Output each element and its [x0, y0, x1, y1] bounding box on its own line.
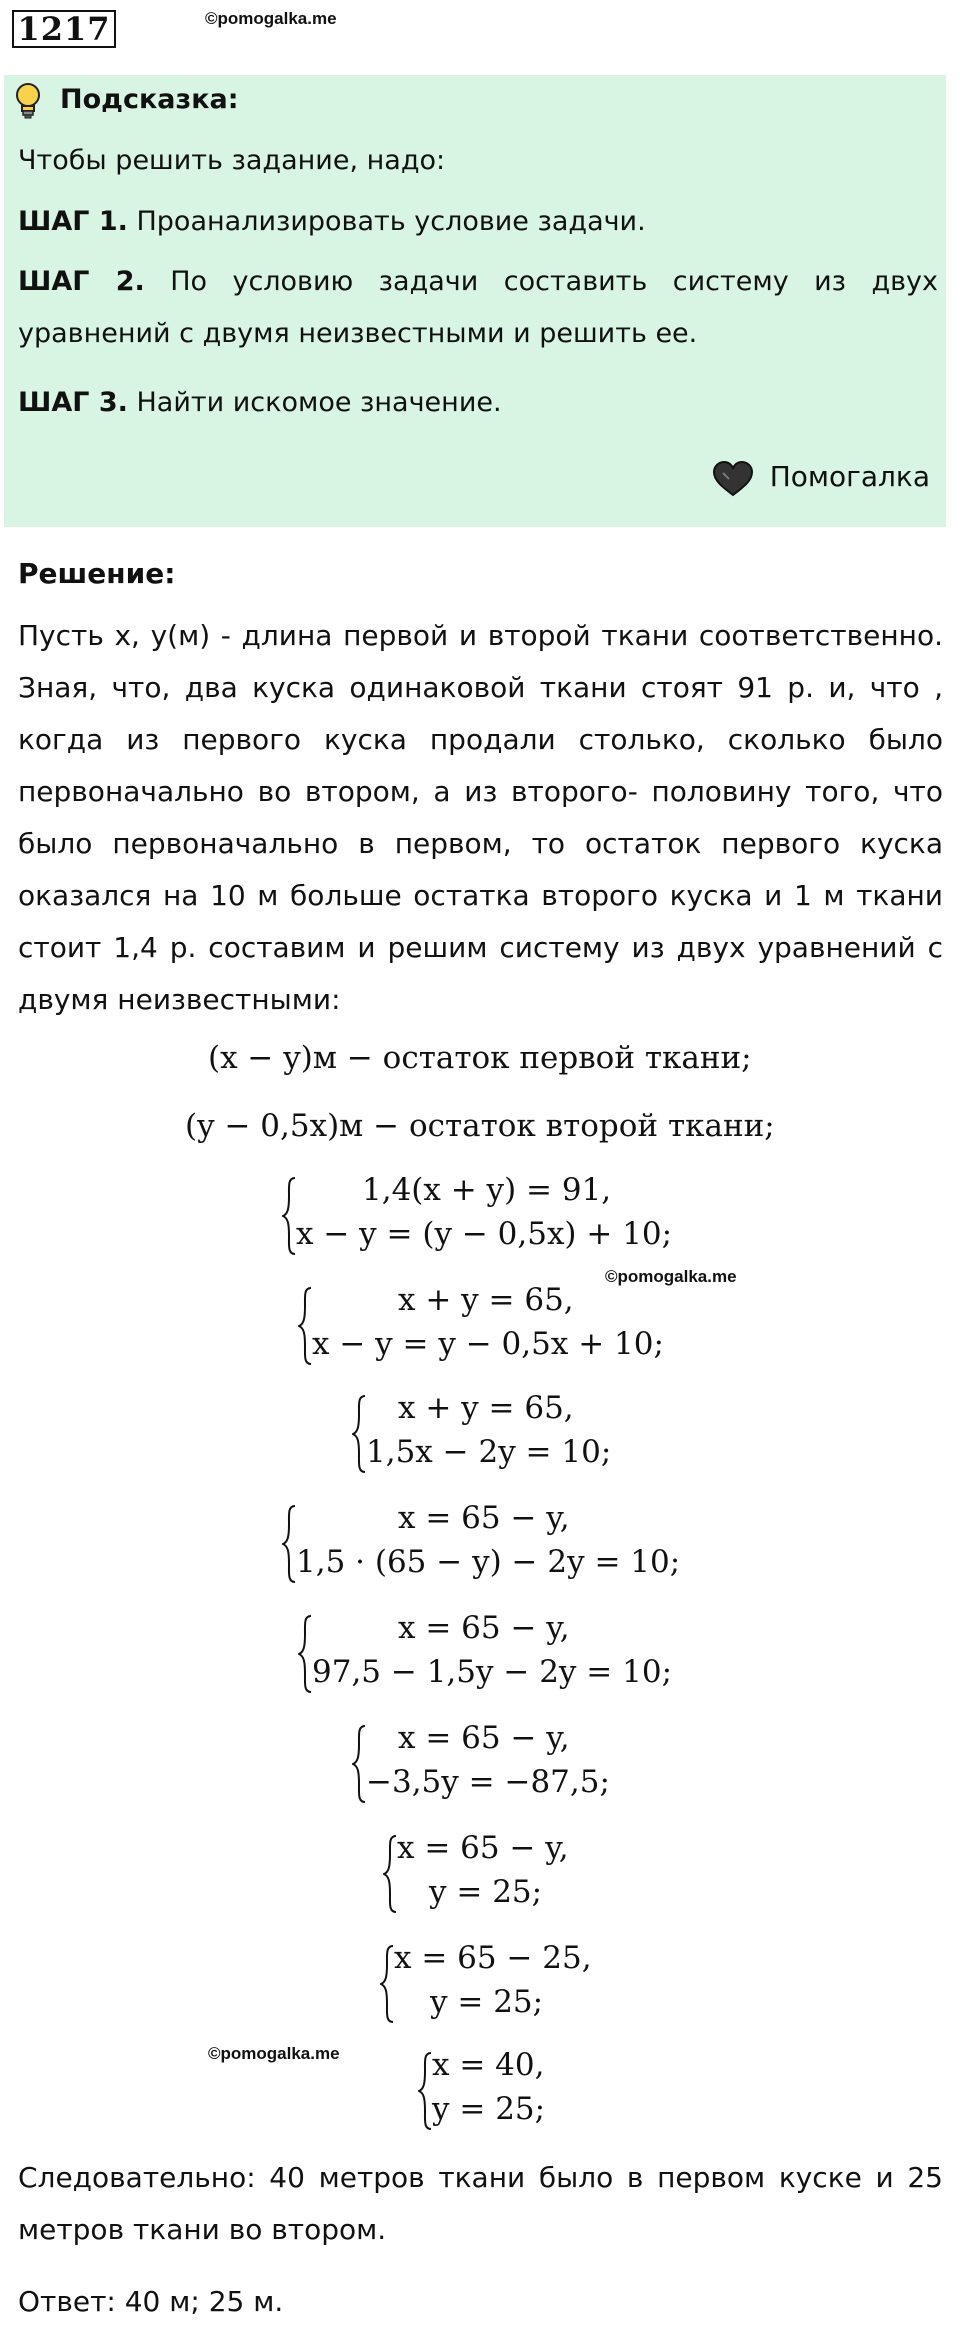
brace-icon: [298, 1614, 312, 1692]
equation-system-3: [352, 1390, 652, 1480]
brace-icon: [282, 1504, 296, 1582]
expression-first-remainder: (x − y)м − остаток первой ткани;: [208, 1040, 752, 1076]
task-number: 1217: [12, 10, 116, 48]
lightbulb-icon: [16, 82, 40, 122]
watermark-top: ©pomogalka.me: [205, 9, 337, 28]
step2-text-line1: По условию задачи составить систему из двух: [144, 266, 938, 297]
conclusion: [18, 2152, 943, 2256]
step2-text-line2: уравнений с двумя неизвестными и решить ее.: [18, 318, 698, 349]
system-3-eq1: x + y = 65,: [398, 1390, 574, 1426]
system-1-eq1: 1,4(x + y) = 91,: [362, 1172, 612, 1208]
system-9-eq2: y = 25;: [432, 2091, 546, 2127]
brace-icon: [282, 1176, 296, 1254]
solution-line: стоит 1,4 р. составим и решим систему из двух уравнений с: [18, 931, 943, 964]
equation-system-6: [352, 1720, 652, 1810]
hint-intro: Чтобы решить задание, надо:: [18, 145, 446, 176]
brace-icon: [298, 1286, 312, 1364]
equation-system-4: [282, 1500, 702, 1590]
brace-icon: [352, 1724, 366, 1802]
answer: Ответ: 40 м; 25 м.: [18, 2285, 284, 2318]
step2-label: ШАГ 2.: [18, 266, 145, 297]
system-5-eq1: x = 65 − y,: [398, 1610, 570, 1646]
system-4-eq1: x = 65 − y,: [398, 1500, 570, 1536]
system-2-eq1: x + y = 65,: [398, 1282, 574, 1318]
equation-system-7: [383, 1830, 643, 1920]
brace-icon: [418, 2051, 432, 2129]
equation-system-8: [380, 1940, 660, 2030]
system-2-eq2: x − y = y − 0,5x + 10;: [312, 1326, 664, 1362]
solution-line: Пусть x, y(м) - длина первой и второй ткани соответственно.: [18, 619, 943, 652]
hint-step-1: [18, 204, 646, 240]
solution-line: когда из первого куска продали столько, сколько было: [18, 723, 943, 756]
watermark-lower: ©pomogalka.me: [208, 2044, 340, 2063]
step1-label: ШАГ 1.: [18, 206, 128, 237]
equation-system-1: [282, 1172, 702, 1262]
hint-title: Подсказка:: [60, 84, 239, 115]
system-4-eq2: 1,5 · (65 − y) − 2y = 10;: [296, 1544, 681, 1580]
system-1-eq2: x − y = (y − 0,5x) + 10;: [296, 1216, 673, 1252]
heart-icon: [712, 461, 754, 497]
hint-step-2-line1: [18, 264, 938, 300]
expression-second-remainder: (y − 0,5x)м − остаток второй ткани;: [185, 1108, 775, 1144]
step3-label: ШАГ 3.: [18, 387, 128, 418]
system-8-eq2: y = 25;: [430, 1984, 544, 2020]
system-8-eq1: x = 65 − 25,: [394, 1940, 592, 1976]
solution-line: оказался на 10 м больше остатка второго куска и 1 м ткани: [18, 879, 943, 912]
brand-label: Помогалка: [769, 460, 930, 493]
brace-icon: [380, 1944, 394, 2022]
equation-system-5: [298, 1610, 698, 1700]
solution-line: первоначально во втором, а из второго- половину того, что: [18, 775, 943, 808]
system-6-eq1: x = 65 − y,: [398, 1720, 570, 1756]
system-6-eq2: −3,5y = −87,5;: [366, 1764, 610, 1800]
step1-text: Проанализировать условие задачи.: [127, 206, 646, 237]
conclusion-line-1: Следовательно: 40 метров ткани было в первом куске и 25: [18, 2161, 943, 2194]
system-9-eq1: x = 40,: [432, 2047, 545, 2083]
solution-line: было первоначально в первом, то остаток первого куска: [18, 827, 943, 860]
brace-icon: [383, 1834, 397, 1912]
system-7-eq1: x = 65 − y,: [397, 1830, 569, 1866]
hint-step-3: [18, 385, 502, 421]
watermark-middle: ©pomogalka.me: [605, 1267, 737, 1286]
system-7-eq2: y = 25;: [429, 1874, 543, 1910]
solution-line: Зная, что, два куска одинаковой ткани стоят 91 р. и, что ,: [18, 671, 943, 704]
conclusion-line-2: метров ткани во втором.: [18, 2213, 387, 2246]
equation-system-2: [298, 1282, 698, 1372]
solution-heading: Решение:: [18, 557, 176, 590]
system-3-eq2: 1,5x − 2y = 10;: [366, 1434, 612, 1470]
solution-line: двумя неизвестными:: [18, 983, 341, 1016]
system-5-eq2: 97,5 − 1,5y − 2y = 10;: [312, 1654, 673, 1690]
solution-paragraph: [18, 610, 943, 1026]
brace-icon: [352, 1394, 366, 1472]
step3-text: Найти искомое значение.: [127, 387, 502, 418]
equation-system-9: [418, 2047, 598, 2137]
